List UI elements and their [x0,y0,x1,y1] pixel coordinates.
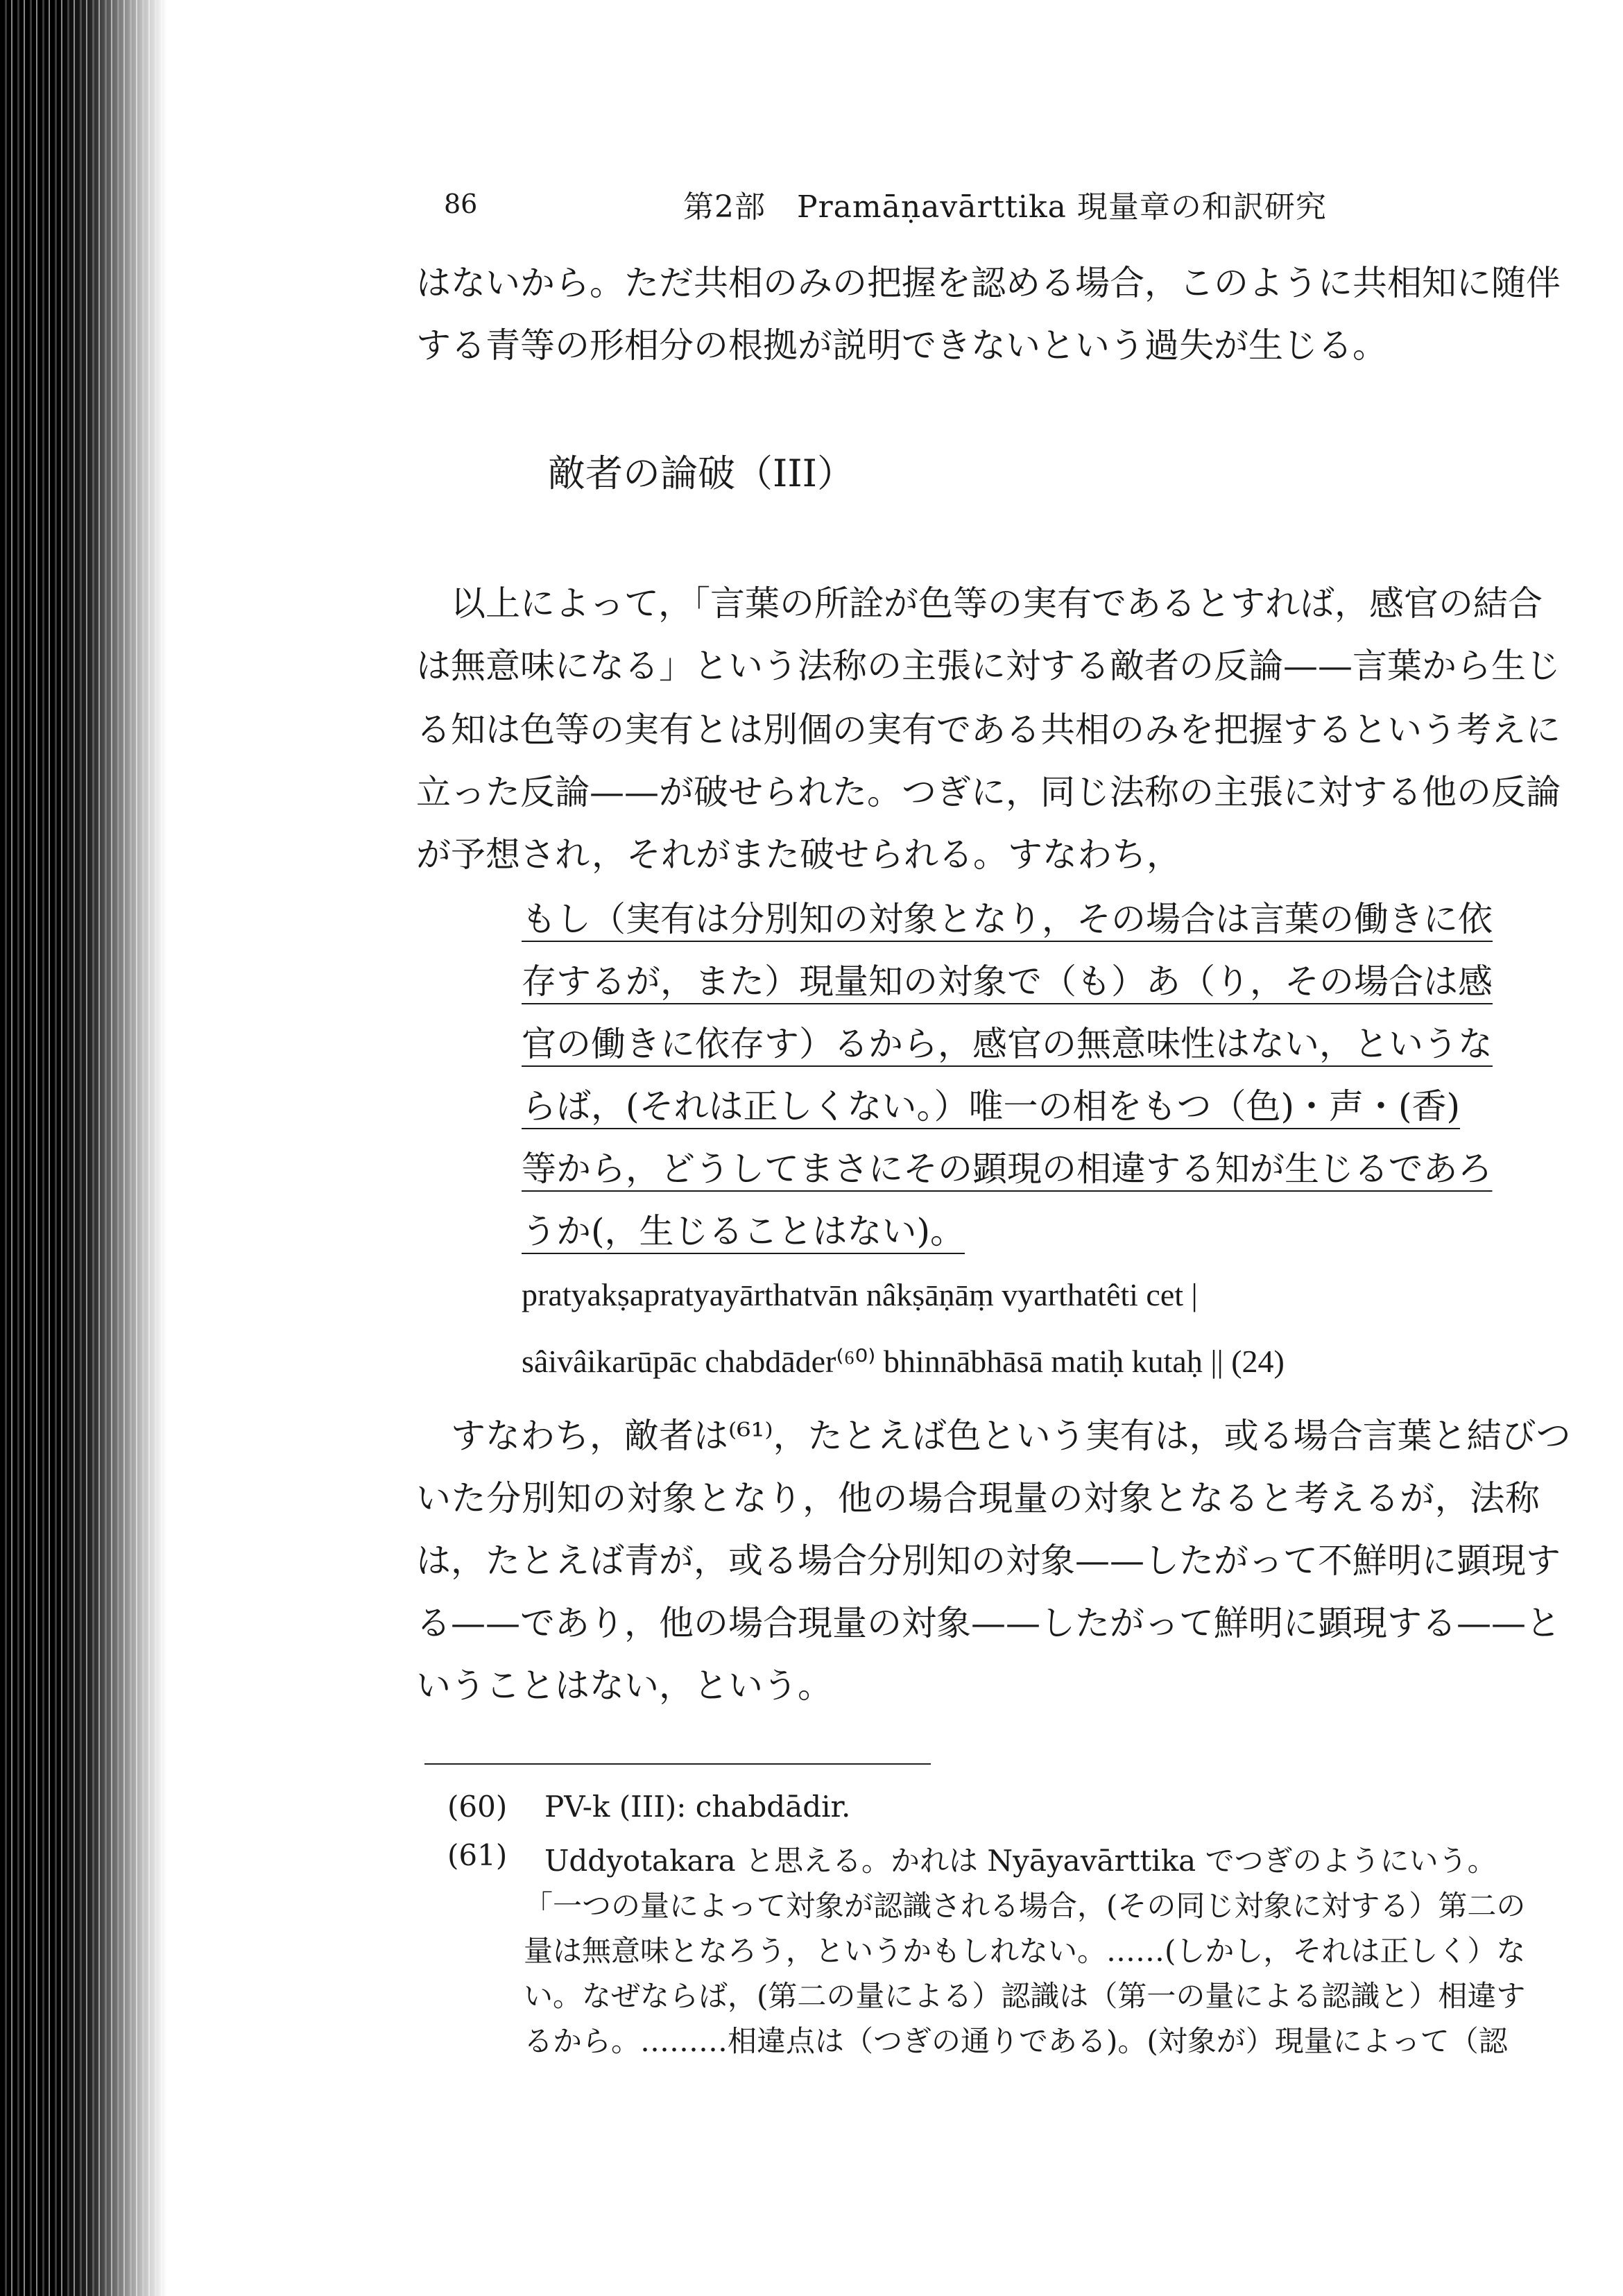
paragraph-line: が予想され，それがまた破せられる。すなわち， [416,834,1181,875]
footnote-number: (61) [447,1838,508,1872]
quoted-verse-translation-line: 官の働きに依存す）るから，感官の無意味性はない，というな [522,1024,1493,1064]
intro-line: はないから。ただ共相のみの把握を認める場合，このように共相知に随伴 [416,263,1561,303]
footnote-text: い。なぜならば，(第二の量による）認識は（第一の量による認識と）相違す [524,1979,1526,2013]
paragraph-line: は無意味になる」という法称の主張に対する敵者の反論——言葉から生じ [416,646,1561,686]
footnote-text: 「一つの量によって対象が認識される場合，(その同じ対象に対する）第二の [524,1889,1526,1923]
footnote-text: PV-k (III): chabdādir. [544,1790,851,1824]
paragraph-line: すなわち，敵者は⁽⁶¹⁾，たとえば色という実有は，或る場合言葉と結びつ [451,1416,1571,1456]
quoted-verse-translation-line: 等から，どうしてまさにその顕現の相違する知が生じるであろ [522,1149,1493,1189]
paragraph-line: る——であり，他の場合現量の対象——したがって鮮明に顕現する——と [416,1603,1561,1643]
section-heading: 敵者の論破（III） [548,452,855,495]
sanskrit-verse-line: sâivâikarūpāc chabdāder⁽⁶⁰⁾ bhinnābhāsā matiḥ kutaḥ || (24) [522,1344,1285,1379]
sanskrit-verse-line: pratyakṣapratyayārthatvān nâkṣāṇāṃ vyarthatêti cet | [522,1277,1198,1312]
paragraph-line: る知は色等の実有とは別個の実有である共相のみを把握するという考えに [416,710,1561,750]
quoted-verse-translation-line: うか(，生じることはない)。 [522,1211,965,1251]
book-binding-shadow [0,0,166,2296]
running-header: 第2部 Pramāṇavārttika 現量章の和訳研究 [683,189,1327,225]
footnote-text: 量は無意味となろう，というかもしれない。……(しかし，それは正しく）な [524,1934,1526,1968]
paragraph-line: は，たとえば青が，或る場合分別知の対象——したがって不鮮明に顕現す [416,1541,1561,1581]
paragraph-line: いた分別知の対象となり，他の場合現量の対象となると考えるが，法称 [416,1478,1540,1518]
paragraph-line: 立った反論——が破せられた。つぎに，同じ法称の主張に対する他の反論 [416,772,1561,812]
footnote-divider [424,1763,931,1765]
paragraph-line: 以上によって，「言葉の所詮が色等の実有であるとすれば，感官の結合 [451,583,1543,624]
intro-line: する青等の形相分の根拠が説明できないという過失が生じる。 [416,325,1387,366]
footnote-number: (60) [447,1790,508,1824]
footnote-text: るから。………相違点は（つぎの通りである)。(対象が）現量によって（認 [524,2024,1508,2058]
quoted-verse-translation-line: もし（実有は分別知の対象となり，その場合は言葉の働きに依 [522,899,1493,939]
quoted-verse-translation-line: らば，(それは正しくない。）唯一の相をもつ（色)・声・(香) [522,1086,1461,1126]
page-number: 86 [444,189,478,219]
quoted-verse-translation-line: 存するが，また）現量知の対象で（も）あ（り，その場合は感 [522,961,1493,1002]
footnote-text: Uddyotakara と思える。かれは Nyāyavārttika でつぎのようにいう。 [544,1844,1497,1878]
paragraph-line: いうことはない，という。 [416,1665,832,1706]
